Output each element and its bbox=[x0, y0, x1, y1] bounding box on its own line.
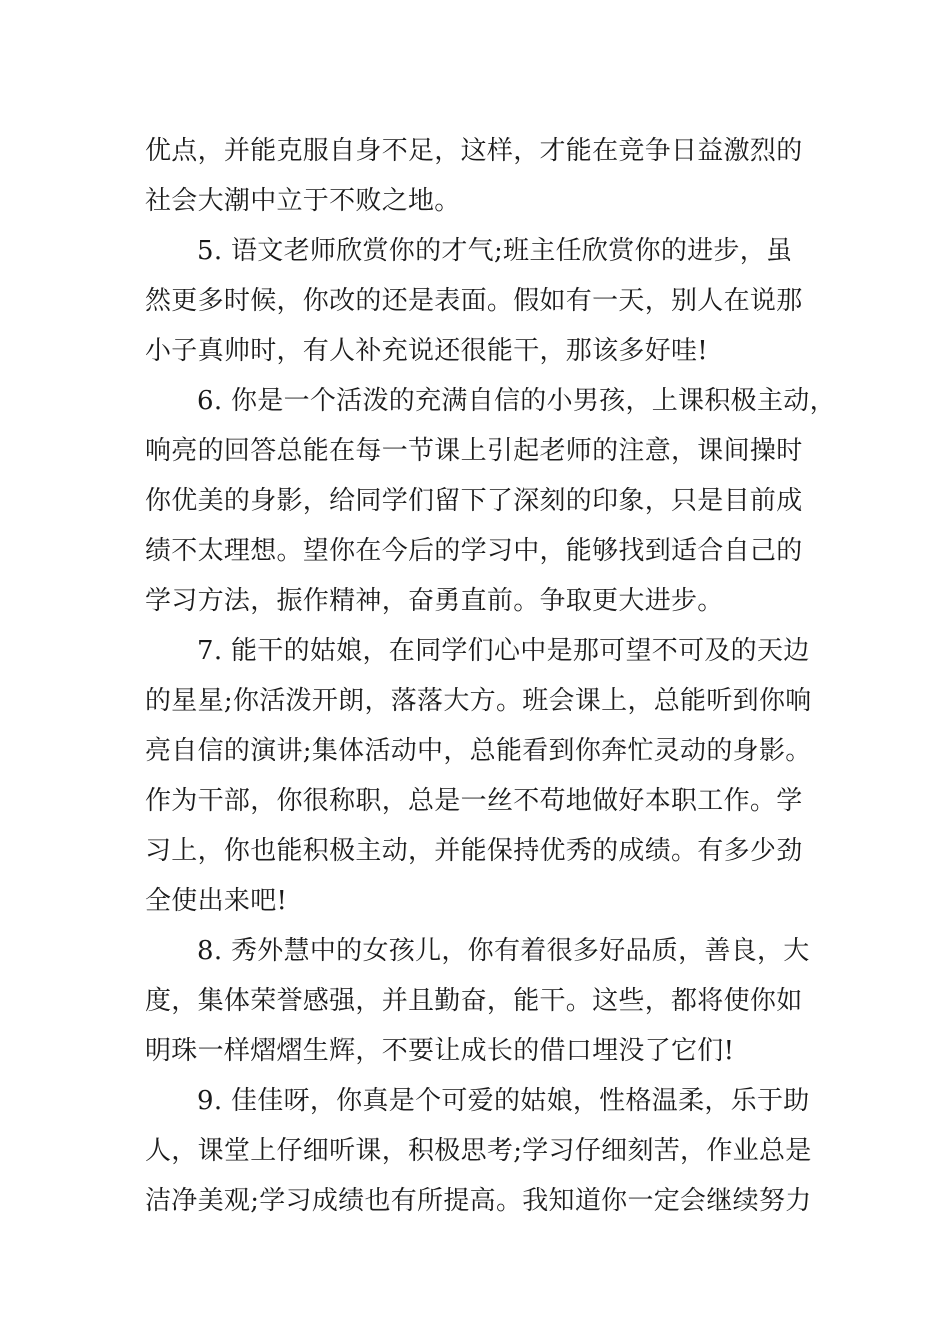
text-line: 6. 你是一个活泼的充满自信的小男孩，上课积极主动， bbox=[197, 386, 836, 416]
text-line: 的星星;你活泼开朗，落落大方。班会课上，总能听到你响 bbox=[145, 686, 812, 716]
text-line: 习上，你也能积极主动，并能保持优秀的成绩。有多少劲 bbox=[145, 836, 803, 866]
text-line: 8. 秀外慧中的女孩儿，你有着很多好品质，善良，大 bbox=[197, 936, 810, 966]
text-line: 洁净美观;学习成绩也有所提高。我知道你一定会继续努力 bbox=[145, 1186, 812, 1216]
text-line: 小子真帅时，有人补充说还很能干，那该多好哇! bbox=[145, 336, 709, 366]
paragraph-item-9 bbox=[145, 1076, 815, 1226]
paragraph-continuation bbox=[145, 126, 815, 226]
text-line: 全使出来吧! bbox=[145, 886, 288, 916]
text-line: 作为干部，你很称职，总是一丝不苟地做好本职工作。学 bbox=[145, 786, 803, 816]
text-line: 你优美的身影，给同学们留下了深刻的印象，只是目前成 bbox=[145, 486, 803, 516]
text-line: 响亮的回答总能在每一节课上引起老师的注意，课间操时 bbox=[145, 436, 803, 466]
text-line: 9. 佳佳呀，你真是个可爱的姑娘，性格温柔，乐于助 bbox=[197, 1086, 810, 1116]
paragraph-item-5 bbox=[145, 226, 815, 376]
text-line: 亮自信的演讲;集体活动中，总能看到你奔忙灵动的身影。 bbox=[145, 736, 812, 766]
text-line: 优点，并能克服自身不足，这样，才能在竞争日益激烈的 bbox=[145, 136, 803, 166]
paragraph-item-7 bbox=[145, 626, 815, 926]
text-line: 绩不太理想。望你在今后的学习中，能够找到适合自己的 bbox=[145, 536, 803, 566]
text-line: 社会大潮中立于不败之地。 bbox=[145, 186, 461, 216]
text-line: 学习方法，振作精神，奋勇直前。争取更大进步。 bbox=[145, 586, 724, 616]
text-line: 度，集体荣誉感强，并且勤奋，能干。这些，都将使你如 bbox=[145, 986, 803, 1016]
text-line: 人，课堂上仔细听课，积极思考;学习仔细刻苦，作业总是 bbox=[145, 1136, 812, 1166]
document-body bbox=[145, 126, 836, 1226]
paragraph-item-6 bbox=[145, 376, 836, 626]
text-line: 然更多时候，你改的还是表面。假如有一天，别人在说那 bbox=[145, 286, 803, 316]
paragraph-item-8 bbox=[145, 926, 815, 1076]
text-line: 5. 语文老师欣赏你的才气;班主任欣赏你的进步，虽 bbox=[197, 236, 793, 266]
text-line: 7. 能干的姑娘，在同学们心中是那可望不可及的天边 bbox=[197, 636, 810, 666]
text-line: 明珠一样熠熠生辉，不要让成长的借口埋没了它们! bbox=[145, 1036, 735, 1066]
